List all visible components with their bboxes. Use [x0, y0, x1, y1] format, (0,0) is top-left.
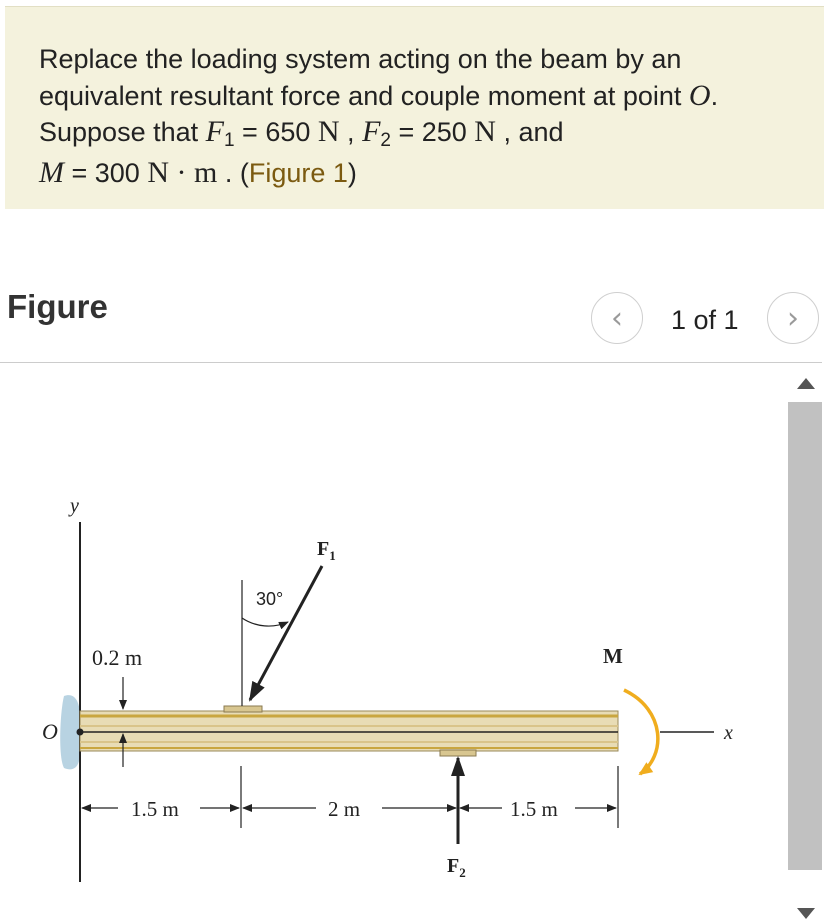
f1-force-arrow — [250, 566, 322, 700]
f2-plate — [440, 750, 476, 756]
angle-label: 30° — [256, 589, 284, 609]
origin-label: O — [42, 719, 58, 744]
dim-label-1: 1.5 m — [131, 797, 179, 821]
problem-line-1: Replace the loading system acting on the beam by an — [39, 44, 682, 74]
figure-pager: 1 of 1 — [671, 305, 739, 335]
problem-line-3: Suppose that F1 = 650 N , F2 = 250 N , and — [39, 115, 564, 151]
scroll-up-arrow-icon[interactable] — [797, 378, 815, 389]
newton-unit-2: N — [474, 115, 496, 148]
f2-label: $F_2$ — [447, 855, 466, 880]
moment-label: M — [603, 644, 623, 668]
problem-text — [39, 41, 799, 191]
scroll-down-arrow-icon[interactable] — [797, 908, 815, 919]
dim-label-2: 2 m — [328, 797, 361, 821]
chevron-left-icon: ‹ — [611, 300, 623, 336]
figure-heading: Figure — [7, 288, 108, 325]
scroll-thumb[interactable] — [788, 402, 822, 870]
newton-meter-unit: N · m — [147, 155, 218, 189]
panel-divider — [0, 362, 822, 363]
x-axis-label: x — [724, 722, 733, 744]
chevron-right-icon: › — [787, 300, 799, 336]
beam-diagram — [0, 372, 786, 924]
dim-label-3: 1.5 m — [510, 797, 558, 821]
problem-statement-box — [5, 6, 824, 209]
f1-label: $F_1$ — [317, 538, 336, 563]
moment-arrow — [624, 690, 658, 774]
height-dimension-label: 0.2 m — [92, 645, 143, 670]
point-o: O — [688, 78, 711, 112]
m-symbol: M — [39, 155, 64, 189]
previous-figure-button[interactable] — [591, 292, 643, 344]
problem-line-4: M = 300 N · m . (Figure 1) — [39, 155, 357, 189]
origin-point — [77, 729, 84, 736]
next-figure-button[interactable] — [767, 292, 819, 344]
y-axis-label: y — [70, 495, 79, 517]
figure-1-link[interactable]: Figure 1 — [248, 157, 348, 188]
f1-symbol: F — [205, 115, 224, 148]
figure-scrollbar[interactable] — [786, 372, 824, 924]
f2-symbol: F — [362, 115, 381, 148]
f1-plate — [224, 706, 262, 712]
angle-arc — [242, 618, 288, 626]
problem-line-2: equivalent resultant force and couple moment at point O. — [39, 78, 719, 112]
newton-unit: N — [317, 115, 340, 148]
